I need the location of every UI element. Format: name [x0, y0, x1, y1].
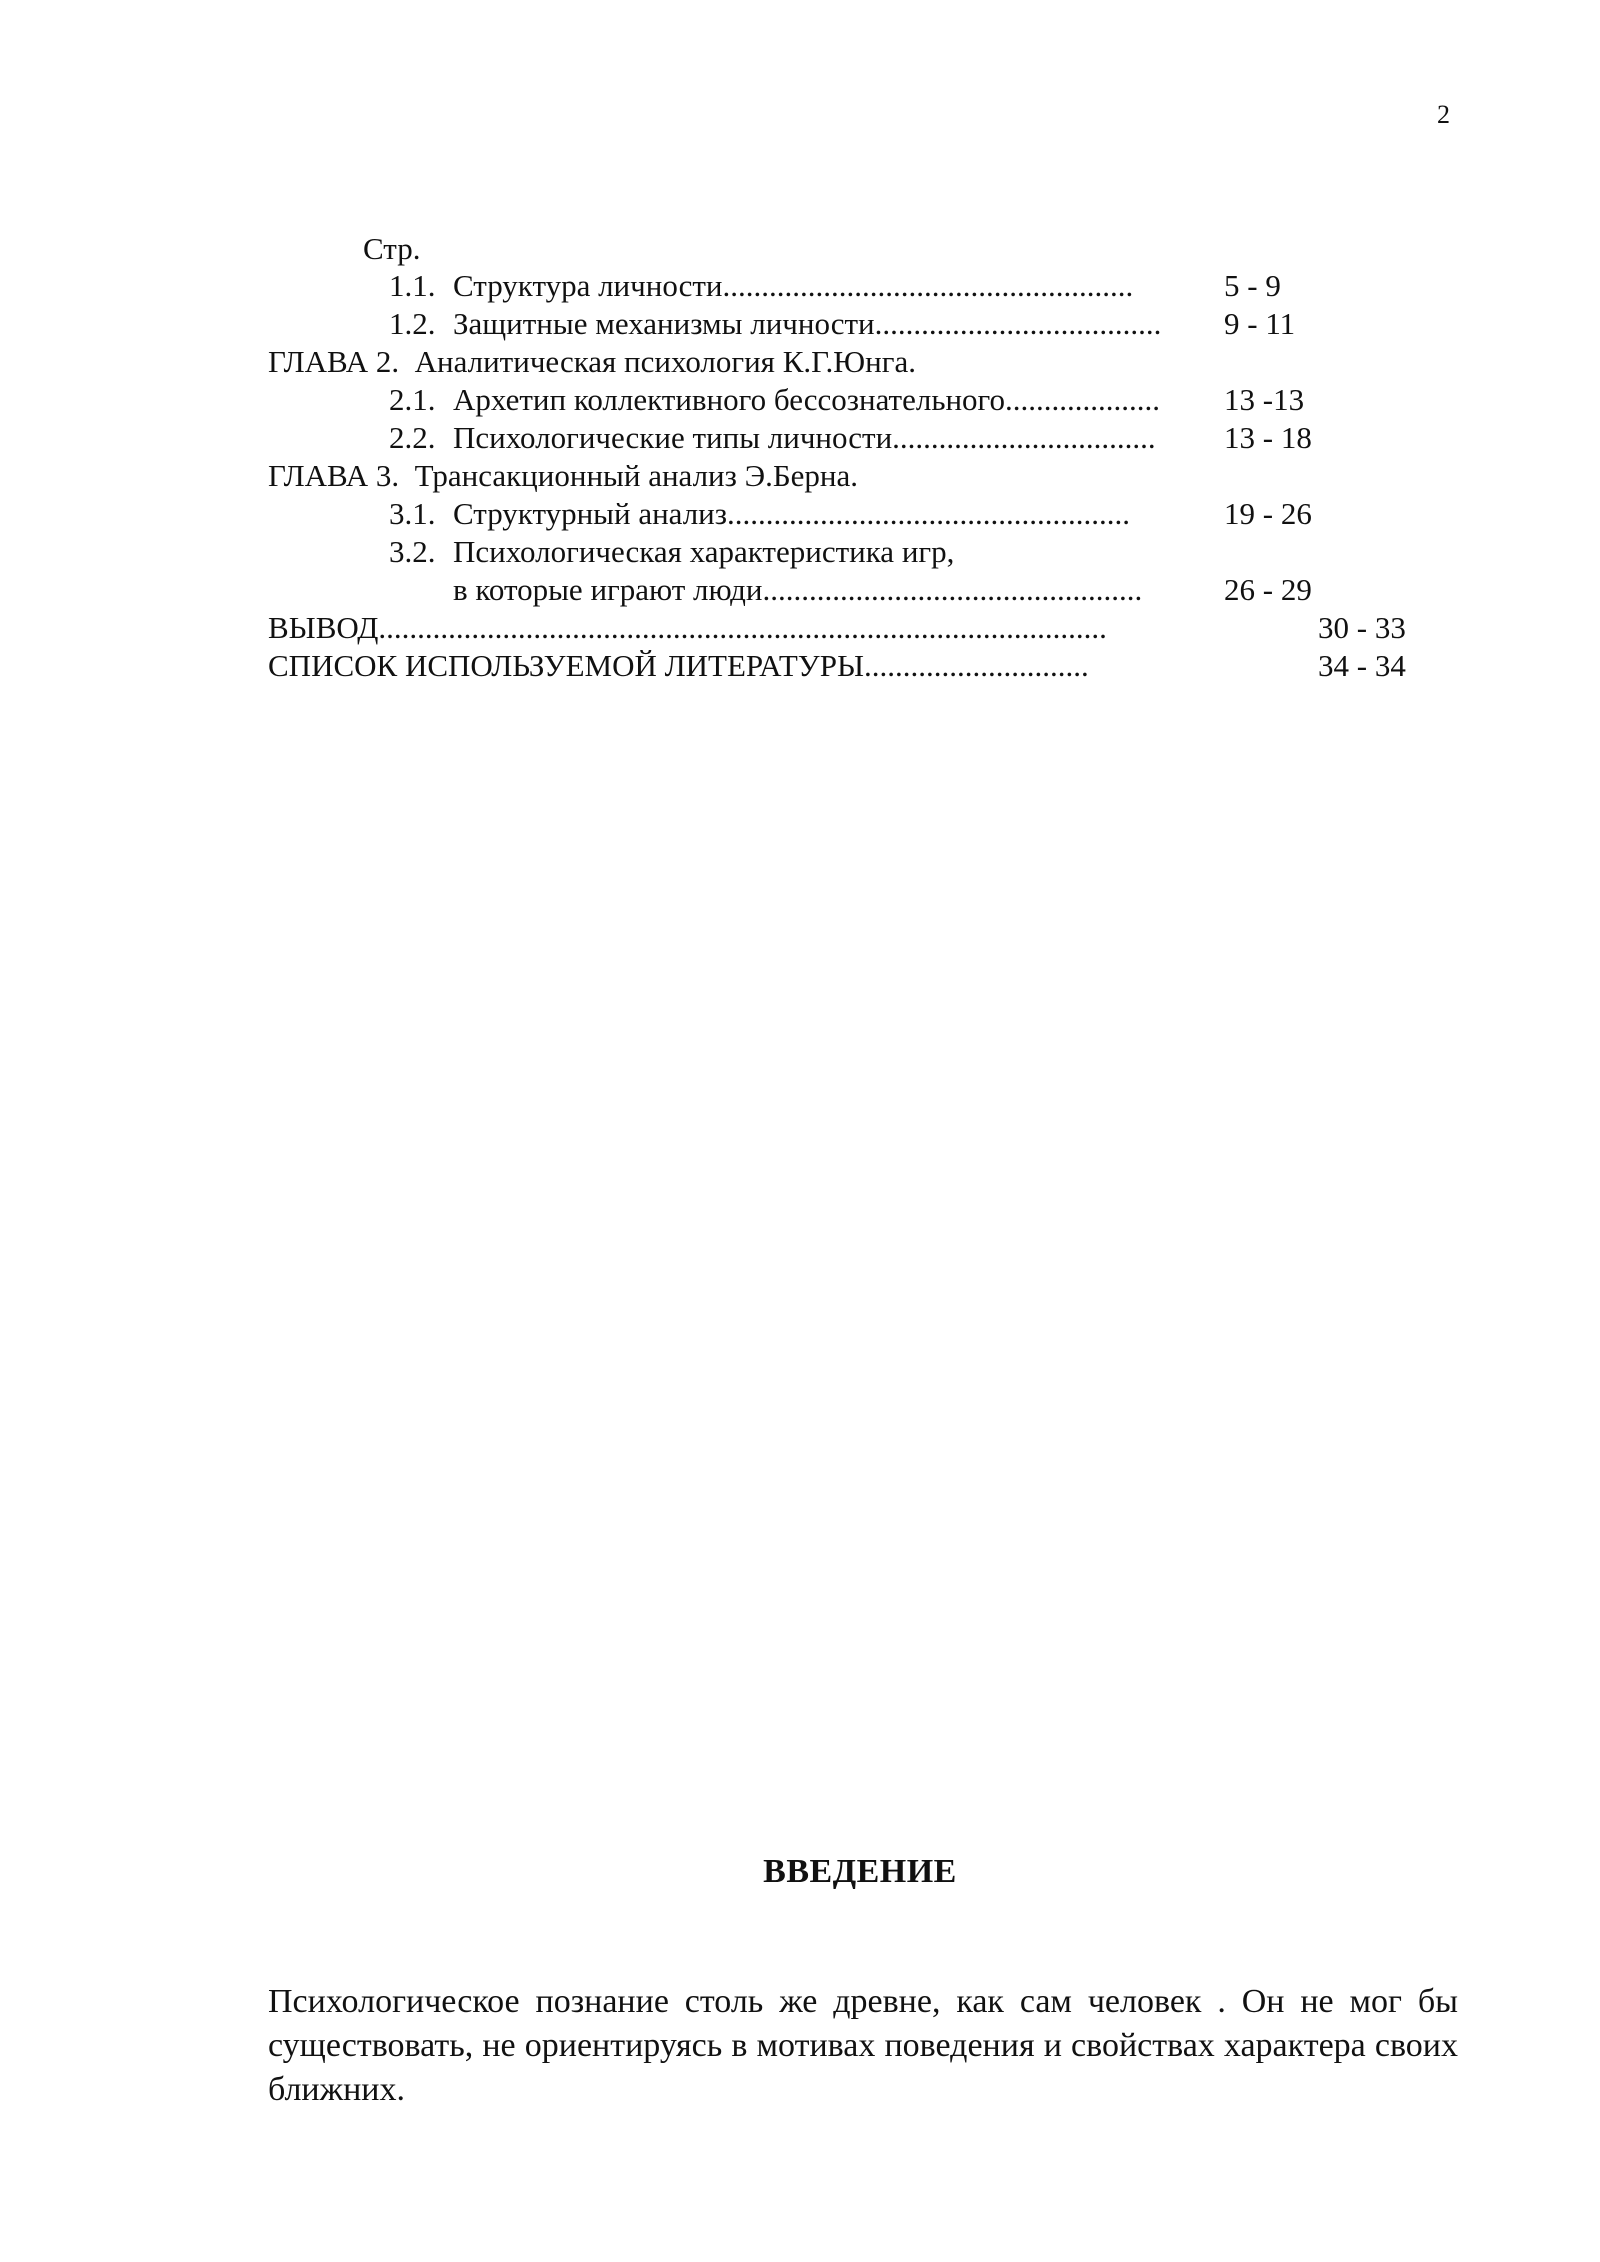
body-paragraph: Психологическое познание столь же древне, как сам человек . Он не мог бы существовать, не ориентируясь в мотивах поведения и свойствах характера своих ближних.: [268, 1983, 1458, 2108]
toc-entry-number: 1.1.: [389, 268, 436, 303]
section-heading: ВВЕДЕНИЕ: [763, 1853, 957, 1890]
toc-entry-title-continued: в которые играют люди.................................................: [453, 572, 1143, 607]
toc-entry-number: 2.1.: [389, 382, 436, 417]
page-number: 2: [1437, 100, 1450, 129]
toc-entry-title: СПИСОК ИСПОЛЬЗУЕМОЙ ЛИТЕРАТУРЫ.............................: [268, 648, 1089, 683]
toc-entry-pages: 30 - 33: [1318, 610, 1406, 645]
toc-entry-number: 3.2.: [389, 534, 436, 569]
toc-entry-pages: 34 - 34: [1318, 648, 1406, 683]
toc-entry-title: Психологическая характеристика игр,: [453, 534, 955, 569]
toc-entry-title: Структура личности.....................................................: [453, 268, 1134, 303]
toc-entry-pages: 26 - 29: [1224, 572, 1312, 607]
toc-entry-pages: 9 - 11: [1224, 306, 1296, 341]
toc-entry-title: Защитные механизмы личности.....................................: [453, 306, 1162, 341]
toc-chapter-heading: ГЛАВА 3. Трансакционный анализ Э.Берна.: [268, 458, 859, 493]
toc-entry-title: ВЫВОД..............................................................................................: [268, 610, 1107, 645]
toc-entry-number: 2.2.: [389, 420, 436, 455]
toc-entry-pages: 5 - 9: [1224, 268, 1281, 303]
toc-entry-pages: 13 -13: [1224, 382, 1305, 417]
toc-entry-number: 1.2.: [389, 306, 436, 341]
toc-entry-number: 3.1.: [389, 496, 436, 531]
toc-entry-pages: 13 - 18: [1224, 420, 1312, 455]
toc-entry-title: Архетип коллективного бессознательного....................: [453, 382, 1160, 417]
toc-header: Стр.: [363, 231, 421, 266]
toc-chapter-heading: ГЛАВА 2. Аналитическая психология К.Г.Юнга.: [268, 344, 916, 379]
toc-entry-pages: 19 - 26: [1224, 496, 1312, 531]
toc-entry-title: Структурный анализ....................................................: [453, 496, 1131, 531]
toc-entry-title: Психологические типы личности..................................: [453, 420, 1156, 455]
